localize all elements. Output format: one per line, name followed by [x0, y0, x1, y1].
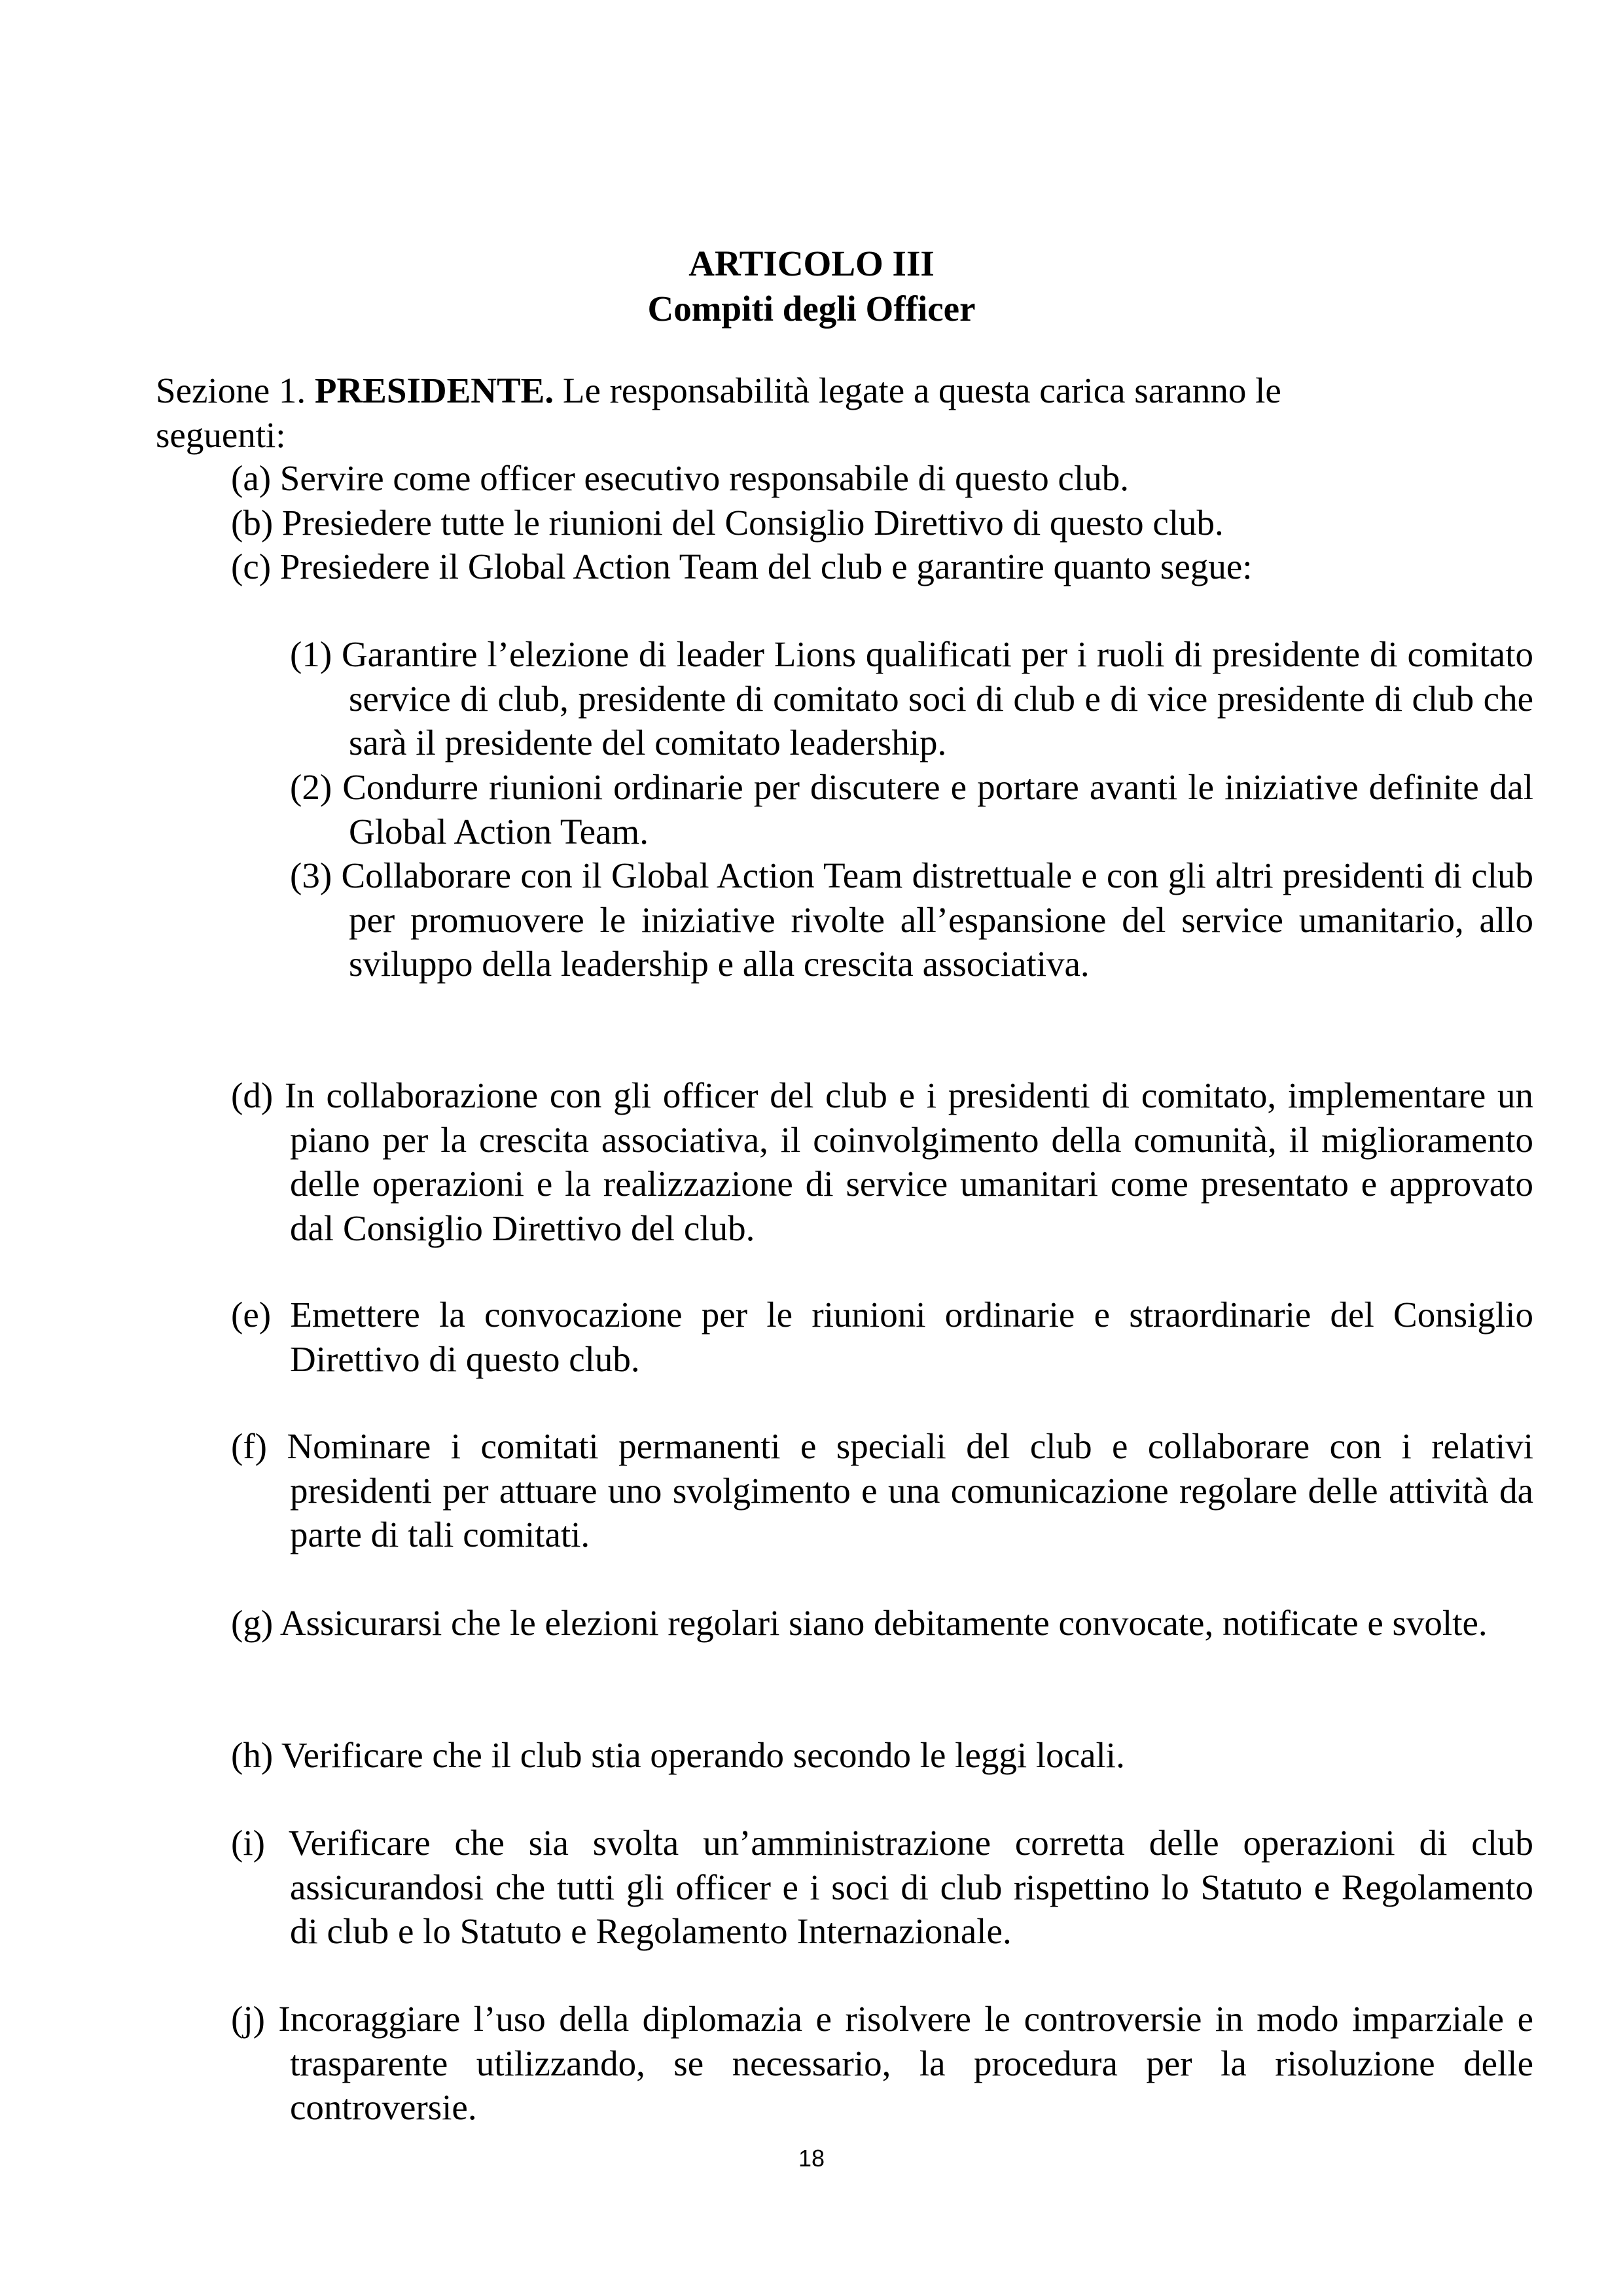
item-d: (d) In collaborazione con gli officer del club e i presidenti di comitato, implementare un piano per la crescita associativa, il coinvolgimento della comunità, il miglioramento delle operazioni e la realizzazione di service umanitari come presentato e approvato dal Consiglio Direttivo del club. — [231, 1075, 1533, 1248]
item-c3: (3) Collaborare con il Global Action Team distrettuale e con gli altri presidenti di club per promuovere le iniziative rivolte all’espansione del service umanitario, allo sviluppo della leadership e alla crescita associativa. — [290, 855, 1533, 984]
page-number: 18 — [798, 2145, 825, 2172]
item-c: (c) Presiedere il Global Action Team del club e garantire quanto segue: — [231, 547, 1253, 586]
section-title: PRESIDENTE. — [314, 370, 554, 410]
section-intro — [156, 368, 1360, 457]
item-b: (b) Presiedere tutte le riunioni del Consiglio Direttivo di questo club. — [231, 503, 1224, 543]
article-title: ARTICOLO III — [688, 243, 935, 283]
item-c1: (1) Garantire l’elezione di leader Lions qualificati per i ruoli di presidente di comitato service di club, presidente di comitato soci di club e di vice presidente di club che sarà il presidente del comitato leadership. — [290, 634, 1533, 762]
item-g: (g) Assicurarsi che le elezioni regolari siano debitamente convocate, notificate e svolte. — [231, 1603, 1488, 1643]
item-c2: (2) Condurre riunioni ordinarie per discutere e portare avanti le iniziative definite dal Global Action Team. — [290, 767, 1533, 852]
article-subtitle: Compiti degli Officer — [647, 289, 976, 329]
item-e: (e) Emettere la convocazione per le riunioni ordinarie e straordinarie del Consiglio Direttivo di questo club. — [231, 1295, 1533, 1379]
item-i: (i) Verificare che sia svolta un’amministrazione corretta delle operazioni di club assicurandosi che tutti gli officer e i soci di club rispettino lo Statuto e Regolamento di club e lo Statuto e Regolamento Internazionale. — [231, 1823, 1533, 1951]
section-intro-text: Le responsabilità legate a questa carica saranno le seguenti: — [156, 370, 1281, 455]
item-f: (f) Nominare i comitati permanenti e speciali del club e collaborare con i relativi presidenti per attuare uno svolgimento e una comunicazione regolare delle attività da parte di tali comitati. — [231, 1426, 1533, 1554]
item-h: (h) Verificare che il club stia operando secondo le leggi locali. — [231, 1735, 1125, 1775]
item-a: (a) Servire come officer esecutivo responsabile di questo club. — [231, 458, 1129, 498]
section-label: Sezione 1. — [156, 370, 306, 410]
item-j: (j) Incoraggiare l’uso della diplomazia e risolvere le controversie in modo imparziale e trasparente utilizzando, se necessario, la procedura per la risoluzione delle controversie. — [231, 1999, 1533, 2127]
